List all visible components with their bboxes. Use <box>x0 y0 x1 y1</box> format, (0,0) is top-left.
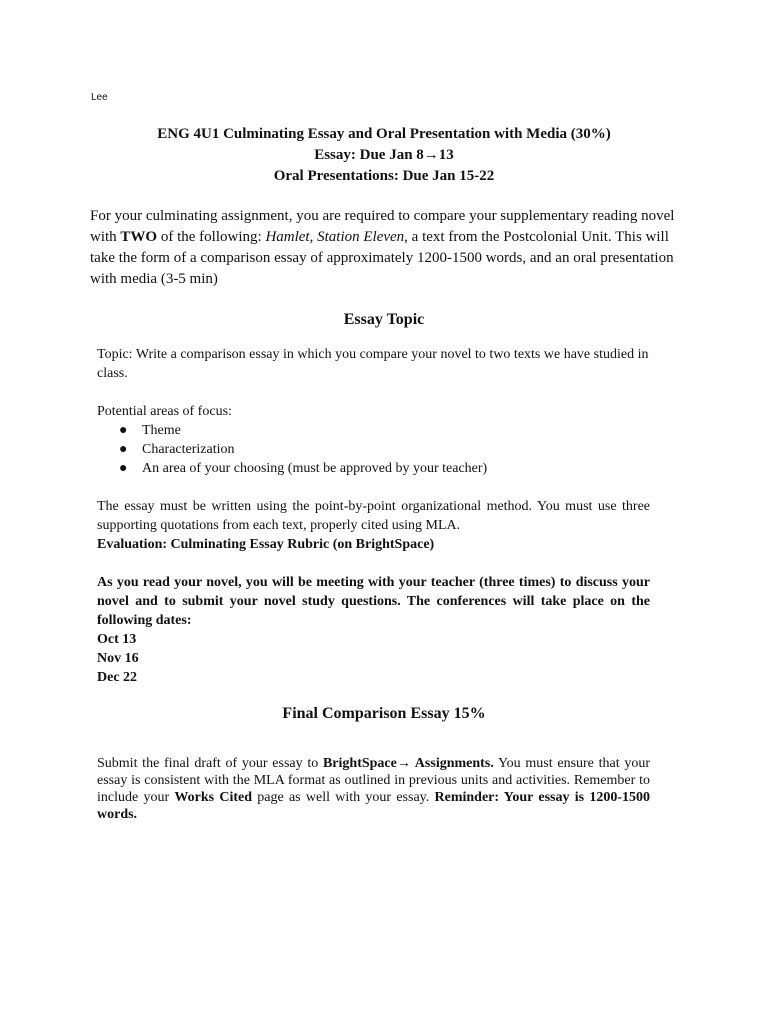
evaluation-line <box>97 535 650 554</box>
conference-date <box>97 649 650 668</box>
title-block <box>0 124 768 187</box>
intro-hamlet: Hamlet <box>265 229 310 245</box>
page-title: ENG 4U1 Culminating Essay and Oral Presentation with Media (30%) <box>157 126 611 142</box>
list-item <box>97 421 650 440</box>
final-essay-paragraph <box>97 755 650 823</box>
essay-topic-section <box>97 345 650 687</box>
essay-due-date: Essay: Due Jan 8→13 <box>314 147 454 163</box>
focus-item-own-choice: An area of your choosing (must be approved by your teacher) <box>142 461 488 476</box>
list-item <box>97 459 650 478</box>
intro-text-1: For your culminating assignment, you are required to compare your supplementary reading novel with <box>90 208 675 245</box>
intro-paragraph <box>90 206 682 290</box>
conference-date <box>97 668 650 687</box>
oral-due-date: Oral Presentations: Due Jan 15-22 <box>273 168 495 184</box>
conference-date <box>97 630 650 649</box>
reminder-text: Reminder: Your essay is 1200-1500 words. <box>97 790 650 822</box>
final-text-3: page as well with your essay. <box>252 790 435 805</box>
evaluation-text: Evaluation: Culminating Essay Rubric (on BrightSpace) <box>97 537 435 552</box>
date-dec: Dec 22 <box>97 670 138 685</box>
list-item <box>97 440 650 459</box>
intro-text-3: , a text from the Postcolonial Unit. This will take the form of a comparison essay of approximately 1200-1500 words, and an oral presentation with media (3-5 min) <box>90 229 674 287</box>
conference-text-bold: As you read your novel, you will be meeting with your teacher (three times) to discuss your novel and to submit your novel study questions. The conferences will take place on the following dates: <box>97 575 650 628</box>
intro-text-2: of the following: <box>157 229 266 245</box>
final-essay-heading: Final Comparison Essay 15% <box>282 705 486 722</box>
final-text-1: Submit the final draft of your essay to <box>97 756 323 771</box>
works-cited: Works Cited <box>174 790 253 805</box>
focus-label: Potential areas of focus: <box>97 404 232 419</box>
essay-topic-heading: Essay Topic <box>343 311 425 328</box>
intro-comma: , <box>309 229 318 245</box>
bullet-icon: ● <box>119 461 128 476</box>
author-name: Lee <box>91 92 108 103</box>
date-oct: Oct 13 <box>97 632 137 647</box>
focus-list <box>97 421 650 478</box>
final-text-2: You must ensure that your essay is consistent with the MLA format as outlined in previous units and activities. Remember to include your <box>97 756 650 805</box>
focus-item-theme: Theme <box>142 423 181 438</box>
method-text: The essay must be written using the point-by-point organizational method. You must use three supporting quotations from each text, properly cited using MLA. <box>97 499 650 533</box>
intro-station-eleven: Station Eleven <box>317 229 405 245</box>
bullet-icon: ● <box>119 423 128 438</box>
bullet-icon: ● <box>119 442 128 457</box>
date-nov: Nov 16 <box>97 651 139 666</box>
brightspace-assignments: BrightSpace→ Assignments. <box>322 756 494 771</box>
intro-two: TWO <box>120 229 158 245</box>
conference-text <box>97 573 650 630</box>
topic-text: Topic: Write a comparison essay in which you compare your novel to two texts we have studied in class. <box>97 347 649 381</box>
focus-item-characterization: Characterization <box>142 442 235 457</box>
